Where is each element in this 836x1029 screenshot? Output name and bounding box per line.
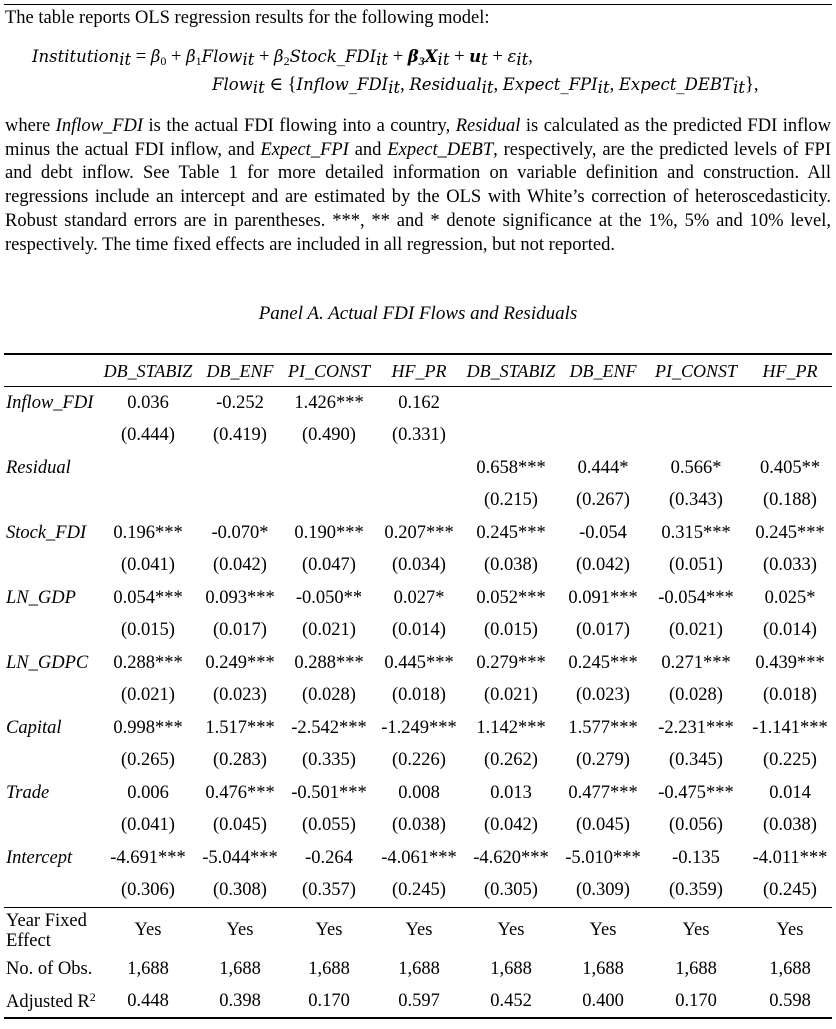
table-cell: 0.400 xyxy=(562,985,644,1018)
coefficient-cell: -4.011*** xyxy=(752,847,828,868)
coefficient-cell: 0.245*** xyxy=(476,522,546,543)
table-cell: 1,688 xyxy=(490,958,532,979)
coefficient-cell: 0.249*** xyxy=(205,652,275,673)
standard-error-cell: (0.283) xyxy=(213,750,267,771)
coefficient-cell xyxy=(96,452,200,485)
coefficient-cell xyxy=(460,387,562,420)
standard-error-cell: (0.306) xyxy=(121,880,175,901)
standard-error-cell: (0.045) xyxy=(576,815,630,836)
coefficient-row xyxy=(4,647,832,680)
standard-error-cell: (0.051) xyxy=(669,555,723,576)
row-label xyxy=(4,485,96,518)
coefficient-cell: -0.252 xyxy=(216,392,264,413)
row-label xyxy=(4,745,96,778)
row-label xyxy=(4,550,96,583)
panel-title: Panel A. Actual FDI Flows and Residuals xyxy=(258,303,578,324)
standard-error-cell xyxy=(460,420,562,453)
coefficient-cell: 0.405** xyxy=(759,457,821,478)
standard-error-cell: (0.226) xyxy=(392,750,446,771)
table-top-rule xyxy=(4,353,832,355)
coefficient-cell: -2.542*** xyxy=(291,717,367,738)
coefficient-cell: -0.264 xyxy=(305,847,353,868)
adjusted-r2-row xyxy=(4,985,832,1018)
row-label: Capital xyxy=(6,717,62,738)
standard-error-cell: (0.038) xyxy=(392,815,446,836)
standard-error-cell: (0.444) xyxy=(121,425,175,446)
standard-error-cell: (0.014) xyxy=(763,620,817,641)
row-label: Residual xyxy=(6,457,71,478)
table-cell: 0.452 xyxy=(460,985,562,1018)
table-cell: Yes xyxy=(378,908,460,954)
row-label xyxy=(4,420,96,453)
row-label xyxy=(4,615,96,648)
table-cell: Yes xyxy=(96,908,200,954)
standard-error-cell: (0.018) xyxy=(763,685,817,706)
row-label xyxy=(4,810,96,843)
standard-error-cell: (0.279) xyxy=(576,750,630,771)
coefficient-cell: 0.162 xyxy=(398,392,440,413)
table-cell: Yes xyxy=(280,908,378,954)
coefficient-cell xyxy=(280,452,378,485)
standard-error-cell: (0.335) xyxy=(302,750,356,771)
coefficient-cell: 0.091*** xyxy=(568,587,638,608)
coefficient-cell: 1.426*** xyxy=(294,392,364,413)
table-cell: 1,688 xyxy=(219,958,261,979)
coefficient-cell xyxy=(200,452,280,485)
coefficient-cell: 0.288*** xyxy=(294,652,364,673)
top-rule xyxy=(4,4,832,5)
standard-error-cell: (0.305) xyxy=(484,880,538,901)
coefficient-cell: 0.658*** xyxy=(476,457,546,478)
coefficient-cell: -0.054 xyxy=(579,522,627,543)
coefficient-cell: -5.044*** xyxy=(202,847,278,868)
coefficient-cell: -4.691*** xyxy=(110,847,186,868)
standard-error-cell: (0.042) xyxy=(484,815,538,836)
coefficient-cell: 0.013 xyxy=(490,782,532,803)
standard-error-cell: (0.262) xyxy=(484,750,538,771)
standard-error-cell xyxy=(562,420,644,453)
column-header: DB_STABIZ xyxy=(96,356,200,387)
coefficient-cell xyxy=(748,387,832,420)
standard-error-cell: (0.265) xyxy=(121,750,175,771)
coefficient-cell: -4.061*** xyxy=(381,847,457,868)
coefficient-row xyxy=(4,582,832,615)
coefficient-cell: 0.271*** xyxy=(661,652,731,673)
column-header: HF_PR xyxy=(378,356,460,387)
table-cell: Yes xyxy=(644,908,748,954)
coefficient-cell: 0.054*** xyxy=(113,587,183,608)
standard-error-cell: (0.047) xyxy=(302,555,356,576)
standard-error-cell: (0.345) xyxy=(669,750,723,771)
coefficient-cell: 0.052*** xyxy=(476,587,546,608)
coefficient-cell xyxy=(378,452,460,485)
coefficient-cell: 0.245*** xyxy=(755,522,825,543)
coefficient-row xyxy=(4,517,832,550)
observations-row xyxy=(4,953,832,985)
coefficient-cell: -0.501*** xyxy=(291,782,367,803)
table-cell: 1,688 xyxy=(127,958,169,979)
table-cell: Yes xyxy=(562,908,644,954)
standard-error-cell: (0.015) xyxy=(121,620,175,641)
standard-error-row xyxy=(4,745,832,778)
table-header-row xyxy=(4,356,832,387)
coefficient-row xyxy=(4,452,832,485)
standard-error-cell: (0.357) xyxy=(302,880,356,901)
row-label: Year Fixed Effect xyxy=(4,908,96,954)
standard-error-cell: (0.034) xyxy=(392,555,446,576)
standard-error-cell: (0.055) xyxy=(302,815,356,836)
coefficient-cell: 0.196*** xyxy=(113,522,183,543)
standard-error-cell xyxy=(280,485,378,518)
standard-error-cell: (0.041) xyxy=(121,815,175,836)
standard-error-row xyxy=(4,420,832,453)
coefficient-cell: 1.577*** xyxy=(568,717,638,738)
row-label: Stock_FDI xyxy=(6,522,87,543)
coefficient-cell: 0.566* xyxy=(670,457,722,478)
standard-error-cell: (0.014) xyxy=(392,620,446,641)
coefficient-cell: 0.008 xyxy=(398,782,440,803)
row-label: Trade xyxy=(6,782,50,803)
table-cell: 1,688 xyxy=(769,958,811,979)
standard-error-row xyxy=(4,680,832,713)
column-header: DB_ENF xyxy=(200,356,280,387)
standard-error-cell: (0.021) xyxy=(484,685,538,706)
coefficient-cell: 0.245*** xyxy=(568,652,638,673)
coefficient-cell: 1.517*** xyxy=(205,717,275,738)
column-header: DB_ENF xyxy=(562,356,644,387)
table-cell: Yes xyxy=(200,908,280,954)
coefficient-cell: 0.476*** xyxy=(205,782,275,803)
coefficient-cell: 0.025* xyxy=(764,587,816,608)
standard-error-cell xyxy=(96,485,200,518)
standard-error-row xyxy=(4,550,832,583)
coefficient-cell: 0.315*** xyxy=(661,522,731,543)
model-equation: Institution$_{it}$ = $\beta_0$ + $\beta_1Flow_{it}$ + $\beta_2Stock\_FDI_{it} + \beta_3X_{it} + u_t + \varepsilon_{it}$, xyxy=(32,47,533,69)
row-label: LN_GDP xyxy=(6,587,76,608)
coefficient-cell xyxy=(562,387,644,420)
standard-error-cell: (0.490) xyxy=(302,425,356,446)
coefficient-cell: 0.093*** xyxy=(205,587,275,608)
column-header: PI_CONST xyxy=(644,356,748,387)
coefficient-cell: -0.135 xyxy=(672,847,720,868)
standard-error-cell: (0.028) xyxy=(302,685,356,706)
standard-error-cell: (0.021) xyxy=(669,620,723,641)
coefficient-cell: 0.445*** xyxy=(384,652,454,673)
row-label: No. of Obs. xyxy=(6,958,93,979)
row-label: Inflow_FDI xyxy=(6,392,94,413)
standard-error-cell: (0.033) xyxy=(763,555,817,576)
standard-error-cell xyxy=(200,485,280,518)
regression-table xyxy=(4,356,832,1019)
coefficient-cell: 0.014 xyxy=(769,782,811,803)
standard-error-cell: (0.056) xyxy=(669,815,723,836)
standard-error-row xyxy=(4,875,832,908)
column-header: DB_STABIZ xyxy=(460,356,562,387)
coefficient-cell: 0.444* xyxy=(577,457,629,478)
table-cell: 0.448 xyxy=(96,985,200,1018)
row-label: LN_GDPC xyxy=(6,652,89,673)
row-label: Adjusted $R^2$ xyxy=(4,985,96,1018)
standard-error-cell: (0.188) xyxy=(763,490,817,511)
standard-error-cell: (0.245) xyxy=(763,880,817,901)
column-header: HF_PR xyxy=(748,356,832,387)
table-cell: Yes xyxy=(748,908,832,954)
standard-error-cell: (0.021) xyxy=(121,685,175,706)
standard-error-row xyxy=(4,615,832,648)
table-cell: 1,688 xyxy=(582,958,624,979)
coefficient-row xyxy=(4,387,832,420)
coefficient-cell: 0.006 xyxy=(127,782,169,803)
coefficient-cell: -2.231*** xyxy=(658,717,734,738)
table-cell: 0.170 xyxy=(280,985,378,1018)
standard-error-cell: (0.042) xyxy=(576,555,630,576)
table-cell: Yes xyxy=(460,908,562,954)
coefficient-row xyxy=(4,842,832,875)
standard-error-cell: (0.331) xyxy=(392,425,446,446)
coefficient-cell xyxy=(644,387,748,420)
standard-error-cell: (0.359) xyxy=(669,880,723,901)
coefficient-cell: -1.141*** xyxy=(752,717,828,738)
standard-error-cell: (0.215) xyxy=(484,490,538,511)
column-header: PI_CONST xyxy=(280,356,378,387)
table-cell: 1,688 xyxy=(308,958,350,979)
coefficient-cell: 0.027* xyxy=(393,587,445,608)
coefficient-cell: 0.207*** xyxy=(384,522,454,543)
standard-error-cell: (0.018) xyxy=(392,685,446,706)
coefficient-row xyxy=(4,777,832,810)
standard-error-cell: (0.021) xyxy=(302,620,356,641)
standard-error-cell: (0.017) xyxy=(213,620,267,641)
table-cell: 0.598 xyxy=(748,985,832,1018)
year-fixed-effect-row xyxy=(4,908,832,954)
standard-error-cell: (0.015) xyxy=(484,620,538,641)
row-label xyxy=(4,680,96,713)
coefficient-row xyxy=(4,712,832,745)
coefficient-cell: 0.288*** xyxy=(113,652,183,673)
table-cell: 1,688 xyxy=(398,958,440,979)
standard-error-cell: (0.023) xyxy=(213,685,267,706)
coefficient-cell: -0.054*** xyxy=(658,587,734,608)
standard-error-cell: (0.267) xyxy=(576,490,630,511)
row-label: Intercept xyxy=(6,847,73,868)
header-blank xyxy=(4,356,96,387)
table-cell: 0.170 xyxy=(644,985,748,1018)
table-cell: 1,688 xyxy=(675,958,717,979)
coefficient-cell: -4.620*** xyxy=(473,847,549,868)
standard-error-cell: (0.045) xyxy=(213,815,267,836)
coefficient-cell: 1.142*** xyxy=(476,717,546,738)
coefficient-cell: 0.439*** xyxy=(755,652,825,673)
standard-error-row xyxy=(4,485,832,518)
standard-error-cell: (0.343) xyxy=(669,490,723,511)
coefficient-cell: -5.010*** xyxy=(565,847,641,868)
standard-error-cell: (0.038) xyxy=(484,555,538,576)
standard-error-row xyxy=(4,810,832,843)
standard-error-cell xyxy=(378,485,460,518)
standard-error-cell xyxy=(748,420,832,453)
standard-error-cell: (0.042) xyxy=(213,555,267,576)
flow-set-equation: Flow$_{it}$ ∈ {$Inflow\_FDI_{it}$, Residual$_{it}$, $Expect\_FPI_{it}$, $Expect\_DEBT_{it}$}, xyxy=(212,75,759,97)
standard-error-cell: (0.038) xyxy=(763,815,817,836)
coefficient-cell: -0.050** xyxy=(295,587,363,608)
coefficient-cell: -0.070* xyxy=(211,522,269,543)
row-label xyxy=(4,875,96,908)
coefficient-cell: 0.477*** xyxy=(568,782,638,803)
standard-error-cell: (0.308) xyxy=(213,880,267,901)
standard-error-cell: (0.023) xyxy=(576,685,630,706)
standard-error-cell: (0.245) xyxy=(392,880,446,901)
coefficient-cell: -1.249*** xyxy=(381,717,457,738)
standard-error-cell: (0.041) xyxy=(121,555,175,576)
coefficient-cell: 0.036 xyxy=(127,392,169,413)
standard-error-cell: (0.225) xyxy=(763,750,817,771)
table-note: where Inflow_FDI is the actual FDI flowing into a country, Residual is calculated as the predicted FDI inflow minus the actual FDI inflow, and Expect_FPI and Expect_DEBT, respectively, are the predicted levels of FPI and debt inflow. See Table 1 for more detailed information on variable definition and construction. All regressions include an intercept and are estimated by the OLS with White’s correction of heteroscedasticity. Robust standard errors are in parentheses. ***, ** and * denote significance at the 1%, 5% and 10% level, respectively. The time fixed effects are included in all regression, but not reported. xyxy=(5,116,832,255)
table-cell: 0.597 xyxy=(378,985,460,1018)
standard-error-cell: (0.017) xyxy=(576,620,630,641)
standard-error-cell xyxy=(644,420,748,453)
coefficient-cell: 0.279*** xyxy=(476,652,546,673)
standard-error-cell: (0.309) xyxy=(576,880,630,901)
intro-text: The table reports OLS regression results for the following model: xyxy=(5,8,490,28)
standard-error-cell: (0.419) xyxy=(213,425,267,446)
standard-error-cell: (0.028) xyxy=(669,685,723,706)
coefficient-cell: -0.475*** xyxy=(658,782,734,803)
coefficient-cell: 0.998*** xyxy=(113,717,183,738)
table-cell: 0.398 xyxy=(200,985,280,1018)
coefficient-cell: 0.190*** xyxy=(294,522,364,543)
